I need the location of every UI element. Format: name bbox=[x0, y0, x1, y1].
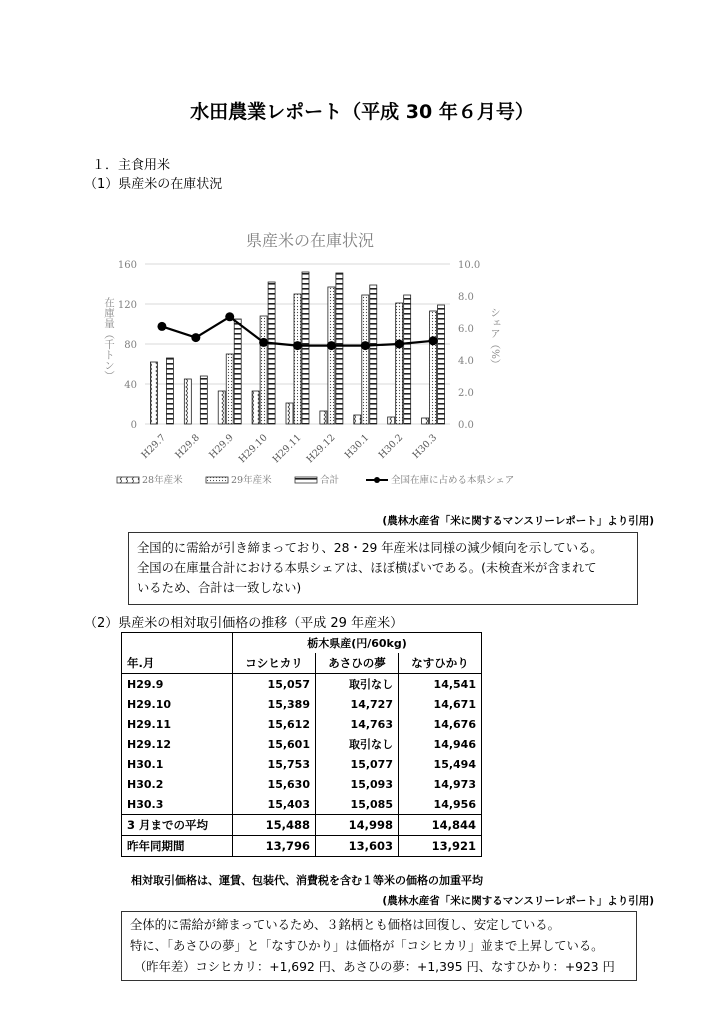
price-cell: 15,403 bbox=[233, 794, 316, 815]
column-header: あさひの夢 bbox=[316, 653, 399, 674]
share-point bbox=[259, 338, 268, 347]
price-cell: 取引なし bbox=[316, 734, 399, 754]
y2-tick-label: 10.0 bbox=[458, 260, 481, 271]
row-label: H29.11 bbox=[122, 714, 233, 734]
x-tick-label: H29.7 bbox=[139, 432, 169, 461]
row-label: H29.9 bbox=[122, 674, 233, 695]
x-tick-label: H30.3 bbox=[410, 432, 440, 461]
comment-box-price bbox=[121, 911, 637, 981]
bar-dots bbox=[328, 287, 335, 424]
price-cell: 14,946 bbox=[399, 734, 482, 754]
row-label: H29.10 bbox=[122, 694, 233, 714]
bar-dots bbox=[260, 316, 267, 424]
share-point bbox=[225, 312, 234, 321]
legend-label: 29年産米 bbox=[231, 475, 272, 486]
price-cell: 15,494 bbox=[399, 754, 482, 774]
price-cell: 15,077 bbox=[316, 754, 399, 774]
x-tick-label: H30.2 bbox=[376, 432, 406, 461]
price-cell: 13,921 bbox=[399, 836, 482, 857]
bar-dots bbox=[294, 294, 301, 424]
bar-wave bbox=[150, 362, 157, 424]
comment-line: （昨年差）コシヒカリ：+1,692 円、あさひの夢：+1,395 円、なすひかり：+923 円 bbox=[134, 960, 615, 974]
price-cell: 15,488 bbox=[233, 815, 316, 836]
price-cell: 14,727 bbox=[316, 694, 399, 714]
bar-hlines bbox=[438, 305, 445, 424]
x-tick-label: H29.8 bbox=[173, 432, 202, 461]
x-tick-label: H29.10 bbox=[236, 432, 270, 466]
bar-hlines bbox=[200, 376, 207, 424]
price-cell: 14,998 bbox=[316, 815, 399, 836]
table-row bbox=[122, 674, 482, 695]
price-cell: 15,093 bbox=[316, 774, 399, 794]
y2-axis-label bbox=[489, 307, 501, 369]
source-citation: (農林水産省「米に関するマンスリーレポート」より引用) bbox=[382, 515, 654, 527]
bar-hlines bbox=[336, 273, 343, 424]
legend-swatch-dots bbox=[206, 477, 228, 483]
row-label: H30.2 bbox=[122, 774, 233, 794]
y2-tick-label: 8.0 bbox=[458, 292, 474, 303]
y-tick-label: 160 bbox=[117, 260, 137, 271]
legend-marker bbox=[374, 477, 380, 483]
share-point bbox=[395, 340, 404, 349]
comment-line: 特に、「あさひの夢」と「なすひかり」は価格が「コシヒカリ」並まで上昇している。 bbox=[130, 939, 604, 953]
price-cell: 14,973 bbox=[399, 774, 482, 794]
bar-wave bbox=[320, 411, 327, 424]
y-tick-label: 40 bbox=[124, 380, 137, 391]
price-cell: 14,676 bbox=[399, 714, 482, 734]
price-cell: 14,541 bbox=[399, 674, 482, 695]
bar-wave bbox=[388, 417, 395, 424]
price-cell: 15,630 bbox=[233, 774, 316, 794]
comment-line: 全国の在庫量合計における本県シェアは、ほぼ横ばいである。(未検査米が含まれて bbox=[137, 561, 597, 575]
price-cell: 15,612 bbox=[233, 714, 316, 734]
bar-wave bbox=[422, 418, 429, 424]
bar-wave bbox=[252, 391, 259, 424]
y2-tick-label: 6.0 bbox=[458, 324, 474, 335]
share-point bbox=[157, 322, 166, 331]
bar-dots bbox=[226, 354, 233, 424]
stock-chart bbox=[95, 215, 515, 500]
share-point bbox=[191, 333, 200, 342]
table-row bbox=[122, 754, 482, 774]
share-point bbox=[327, 341, 336, 350]
y-tick-label: 120 bbox=[117, 300, 137, 311]
y2-tick-label: 2.0 bbox=[458, 388, 474, 399]
y2-tick-label: 0.0 bbox=[458, 420, 474, 431]
y2-tick-label: 4.0 bbox=[458, 356, 474, 367]
comment-line: 全体的に需給が締まっているため、３銘柄とも価格は回復し、安定している。 bbox=[130, 918, 560, 932]
row-label: 3 月までの平均 bbox=[122, 815, 233, 836]
price-cell: 13,603 bbox=[316, 836, 399, 857]
x-tick-label: H29.12 bbox=[304, 432, 338, 466]
table-row bbox=[122, 734, 482, 754]
axis-label-text: 在庫量（千トン） bbox=[103, 297, 115, 381]
bar-hlines bbox=[234, 319, 241, 424]
axis-label-text: シェア（%） bbox=[489, 307, 501, 370]
y-tick-label: 0 bbox=[130, 420, 137, 431]
legend-label: 28年産米 bbox=[142, 475, 183, 486]
price-table bbox=[121, 632, 482, 857]
row-label: H30.1 bbox=[122, 754, 233, 774]
y-axis-label bbox=[103, 296, 115, 381]
subsection-heading-price: （2）県産米の相対取引価格の推移（平成 29 年産米） bbox=[84, 616, 404, 631]
bar-hlines bbox=[370, 285, 377, 424]
share-point bbox=[429, 336, 438, 345]
share-point bbox=[361, 341, 370, 350]
legend-swatch-hlines bbox=[295, 477, 317, 483]
legend-label: 合計 bbox=[320, 475, 340, 486]
chart-title: 県産米の在庫状況 bbox=[245, 231, 375, 250]
price-cell: 15,753 bbox=[233, 754, 316, 774]
table-row bbox=[122, 714, 482, 734]
column-header: 年.月 bbox=[122, 653, 233, 674]
price-cell: 15,057 bbox=[233, 674, 316, 695]
header-blank bbox=[122, 633, 233, 654]
table-row bbox=[122, 836, 482, 857]
table-row bbox=[122, 774, 482, 794]
price-cell: 15,085 bbox=[316, 794, 399, 815]
comment-line: 全国的に需給が引き締まっており、28・29 年産米は同様の減少傾向を示している。 bbox=[137, 541, 603, 555]
price-cell: 14,763 bbox=[316, 714, 399, 734]
table-note: 相対取引価格は、運賃、包装代、消費税を含む１等米の価格の加重平均 bbox=[131, 874, 483, 887]
y-tick-label: 80 bbox=[124, 340, 137, 351]
price-cell: 取引なし bbox=[316, 674, 399, 695]
bar-wave bbox=[354, 415, 361, 424]
row-label: 昨年同期間 bbox=[122, 836, 233, 857]
table-row bbox=[122, 794, 482, 815]
x-tick-label: H30.1 bbox=[342, 432, 372, 461]
bar-hlines bbox=[166, 358, 173, 424]
price-cell: 14,844 bbox=[399, 815, 482, 836]
section-heading: １．主食用米 bbox=[92, 158, 171, 173]
bar-dots bbox=[430, 311, 437, 424]
bar-hlines bbox=[268, 282, 275, 424]
bar-wave bbox=[184, 379, 191, 424]
x-tick-label: H29.11 bbox=[270, 432, 304, 466]
bar-wave bbox=[286, 403, 293, 424]
legend-label: 全国在庫に占める本県シェア bbox=[391, 475, 515, 486]
source-citation: (農林水産省「米に関するマンスリーレポート」より引用) bbox=[382, 895, 654, 907]
column-header: なすひかり bbox=[399, 653, 482, 674]
bar-hlines bbox=[404, 295, 411, 424]
price-cell: 14,956 bbox=[399, 794, 482, 815]
bar-dots bbox=[362, 295, 369, 424]
group-header: 栃木県産(円/60kg) bbox=[233, 633, 482, 654]
column-header: コシヒカリ bbox=[233, 653, 316, 674]
share-point bbox=[293, 341, 302, 350]
row-label: H30.3 bbox=[122, 794, 233, 815]
comment-line: いるため、合計は一致しない) bbox=[137, 581, 302, 595]
bar-wave bbox=[218, 391, 225, 424]
legend-swatch-wave bbox=[117, 477, 139, 483]
price-cell: 13,796 bbox=[233, 836, 316, 857]
bar-hlines bbox=[302, 272, 309, 424]
comment-box-stock bbox=[128, 532, 638, 605]
bar-dots bbox=[396, 303, 403, 424]
price-cell: 15,389 bbox=[233, 694, 316, 714]
row-label: H29.12 bbox=[122, 734, 233, 754]
page-title: 水田農業レポート（平成 30 年６月号） bbox=[190, 101, 534, 123]
table-row bbox=[122, 694, 482, 714]
subsection-heading-stock: （1）県産米の在庫状況 bbox=[84, 177, 223, 192]
price-cell: 15,601 bbox=[233, 734, 316, 754]
price-cell: 14,671 bbox=[399, 694, 482, 714]
table-row bbox=[122, 815, 482, 836]
x-tick-label: H29.9 bbox=[207, 432, 236, 461]
